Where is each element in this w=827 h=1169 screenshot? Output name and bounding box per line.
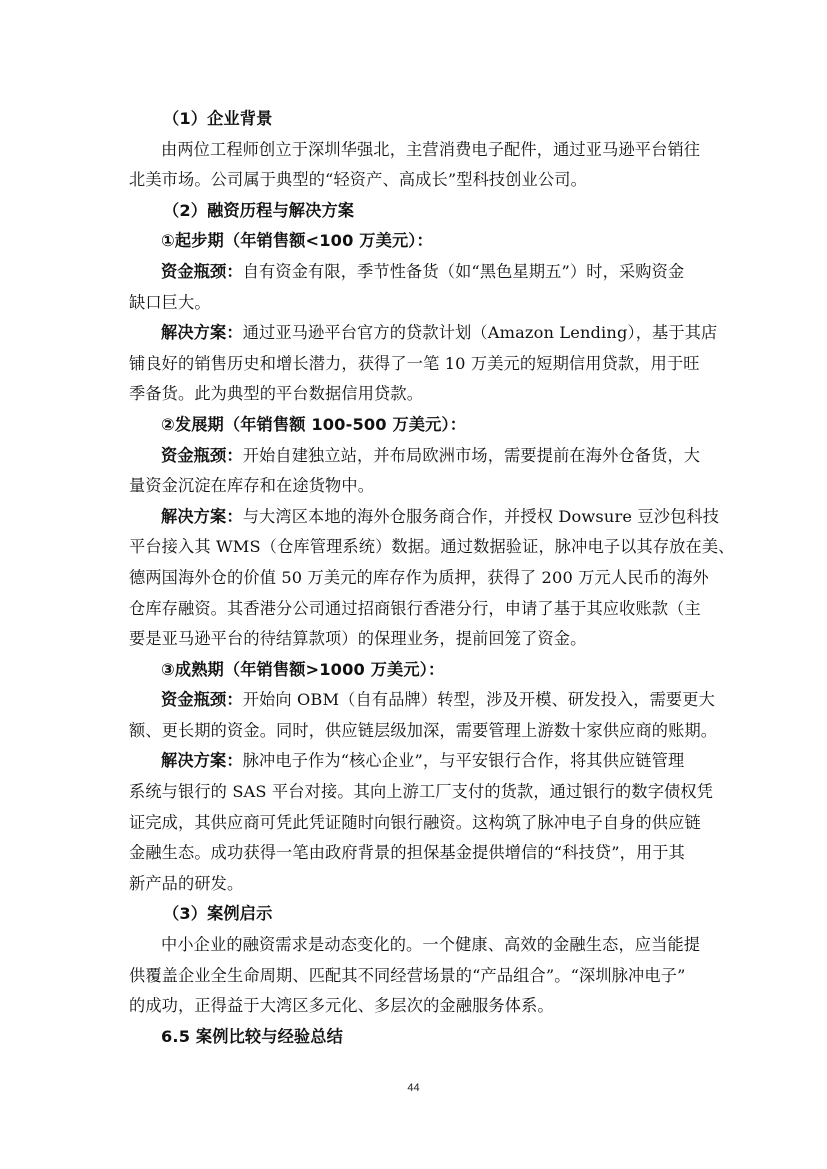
paragraph-line: 金融生态。成功获得一笔由政府背景的担保基金提供增信的“科技贷”，用于其 [129, 843, 685, 863]
paragraph-line [129, 685, 715, 716]
paragraph-line: 的成功，正得益于大湾区多元化、多层次的金融服务体系。 [129, 996, 554, 1016]
solution-label: 解决方案： [161, 323, 243, 343]
bottleneck-label: 资金瓶颈： [161, 690, 243, 710]
solution-label: 解决方案： [161, 506, 243, 526]
section-heading-insights: （3）案例启示 [163, 904, 273, 924]
paragraph-line: 仓库存融资。其香港分公司通过招商银行香港分行，申请了基于其应收账款（主 [129, 598, 701, 618]
section-heading-background: （1）企业背景 [163, 109, 273, 128]
paragraph-text: 自有资金有限，季节性备货（如“黑色星期五”）时，采购资金 [242, 261, 685, 281]
paragraph-line: 铺良好的销售历史和增长潜力，获得了一笔 10 万美元的短期信用贷款，用于旺 [129, 353, 700, 373]
section-heading-financing: （2）融资历程与解决方案 [163, 200, 355, 220]
paragraph-line: 证完成，其供应商可凭此凭证随时向银行融资。这构筑了脉冲电子自身的供应链 [129, 812, 701, 832]
paragraph-text: 脉冲电子作为“核心企业”，与平安银行合作，将其供应链管理 [242, 751, 685, 771]
paragraph-line [129, 746, 701, 777]
paragraph-line: 要是亚马逊平台的待结算款项）的保理业务，提前回笼了资金。 [129, 629, 587, 649]
stage-heading-growth: ②发展期（年销售额 100-500 万美元）： [161, 414, 467, 434]
paragraph-line: 由两位工程师创立于深圳华强北，主营消费电子配件，通过亚马逊平台销往 [161, 139, 701, 159]
paragraph-line [129, 257, 701, 288]
paragraph-text: 开始自建独立站，并布局欧洲市场，需要提前在海外仓备货，大 [242, 445, 701, 465]
paragraph-text: 通过亚马逊平台官方的贷款计划（Amazon Lending），基于其店 [242, 323, 718, 343]
paragraph-line: 中小企业的融资需求是动态变化的。一个健康、高效的金融生态，应当能提 [161, 935, 701, 955]
paragraph-text: 与大湾区本地的海外仓服务商合作，并授权 Dowsure 豆沙包科技 [242, 506, 720, 526]
solution-label: 解决方案： [161, 751, 243, 771]
paragraph-line: 季备货。此为典型的平台数据信用贷款。 [129, 384, 424, 404]
stage-heading-mature: ③成熟期（年销售额>1000 万美元）： [161, 659, 445, 679]
paragraph-line: 供覆盖企业全生命周期、匹配其不同经营场景的“产品组合”。“深圳脉冲电子” [129, 965, 686, 985]
bottleneck-label: 资金瓶颈： [161, 445, 243, 465]
paragraph-line: 德两国海外仓的价值 50 万美元的库存作为质押，获得了 200 万元人民币的海外 [129, 567, 709, 587]
paragraph-line: 额、更长期的资金。同时，供应链层级加深，需要管理上游数十家供应商的账期。 [129, 720, 718, 740]
bottleneck-label: 资金瓶颈： [161, 261, 243, 281]
paragraph-line: 系统与银行的 SAS 平台对接。其向上游工厂支付的货款，通过银行的数字债权凭 [129, 782, 714, 802]
page-number: 44 [407, 1082, 420, 1094]
paragraph-line [129, 441, 701, 472]
paragraph-line: 北美市场。公司属于典型的“轻资产、高成长”型科技创业公司。 [129, 170, 587, 190]
page-body [129, 104, 735, 1052]
paragraph-line: 量资金沉淀在库存和在途货物中。 [129, 476, 375, 496]
stage-heading-startup: ①起步期（年销售额<100 万美元）： [161, 231, 433, 251]
paragraph-line [129, 318, 718, 349]
paragraph-line: 缺口巨大。 [129, 292, 211, 312]
paragraph-line [129, 502, 720, 533]
paragraph-line: 平台接入其 WMS（仓库管理系统）数据。通过数据验证，脉冲电子以其存放在美、 [129, 537, 735, 557]
paragraph-text: 开始向 OBM（自有品牌）转型，涉及开模、研发投入，需要更大 [242, 690, 715, 710]
paragraph-line: 新产品的研发。 [129, 873, 244, 893]
section-heading-6-5: 6.5 案例比较与经验总结 [161, 1026, 343, 1046]
